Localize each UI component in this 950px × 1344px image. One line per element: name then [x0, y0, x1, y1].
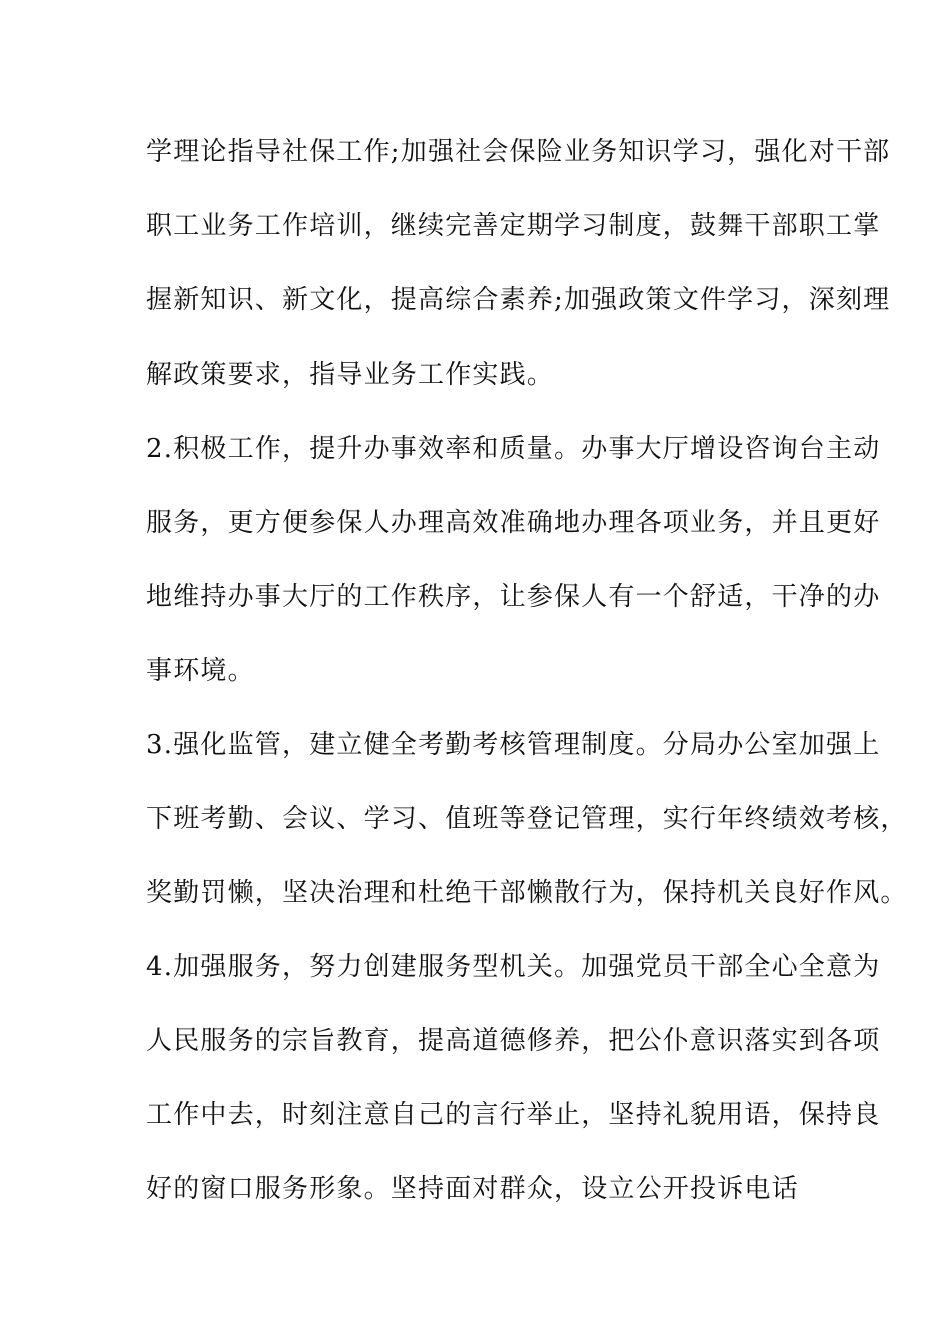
text-line-13: 人民服务的宗旨教育，提高道德修养，把公仆意识落实到各项 [146, 1026, 881, 1056]
text-line-4: 解政策要求，指导业务工作实践。 [146, 360, 555, 390]
text-line-2: 职工业务工作培训，继续完善定期学习制度，鼓舞干部职工掌 [146, 211, 881, 241]
text-line-9: 3.强化监管，建立健全考勤考核管理制度。分局办公室加强上 [146, 730, 881, 760]
text-line-12: 4.加强服务，努力创建服务型机关。加强党员干部全心全意为 [146, 952, 881, 982]
text-line-7: 地维持办事大厅的工作秩序，让参保人有一个舒适，干净的办 [146, 582, 881, 612]
text-line-6: 服务，更方便参保人办理高效准确地办理各项业务，并且更好 [146, 508, 881, 538]
text-line-3: 握新知识、新文化，提高综合素养;加强政策文件学习，深刻理 [146, 285, 891, 315]
text-line-14: 工作中去，时刻注意自己的言行举止，坚持礼貌用语，保持良 [146, 1100, 881, 1130]
text-line-11: 奖勤罚懒，坚决治理和杜绝干部懒散行为，保持机关良好作风。 [146, 878, 908, 908]
text-line-15: 好的窗口服务形象。坚持面对群众，设立公开投诉电话 [146, 1174, 799, 1204]
text-line-1: 学理论指导社保工作;加强社会保险业务知识学习，强化对干部 [146, 137, 891, 167]
text-line-8: 事环境。 [146, 656, 255, 686]
text-line-5: 2.积极工作，提升办事效率和质量。办事大厅增设咨询台主动 [146, 434, 881, 464]
text-line-10: 下班考勤、会议、学习、值班等登记管理，实行年终绩效考核， [146, 804, 908, 834]
